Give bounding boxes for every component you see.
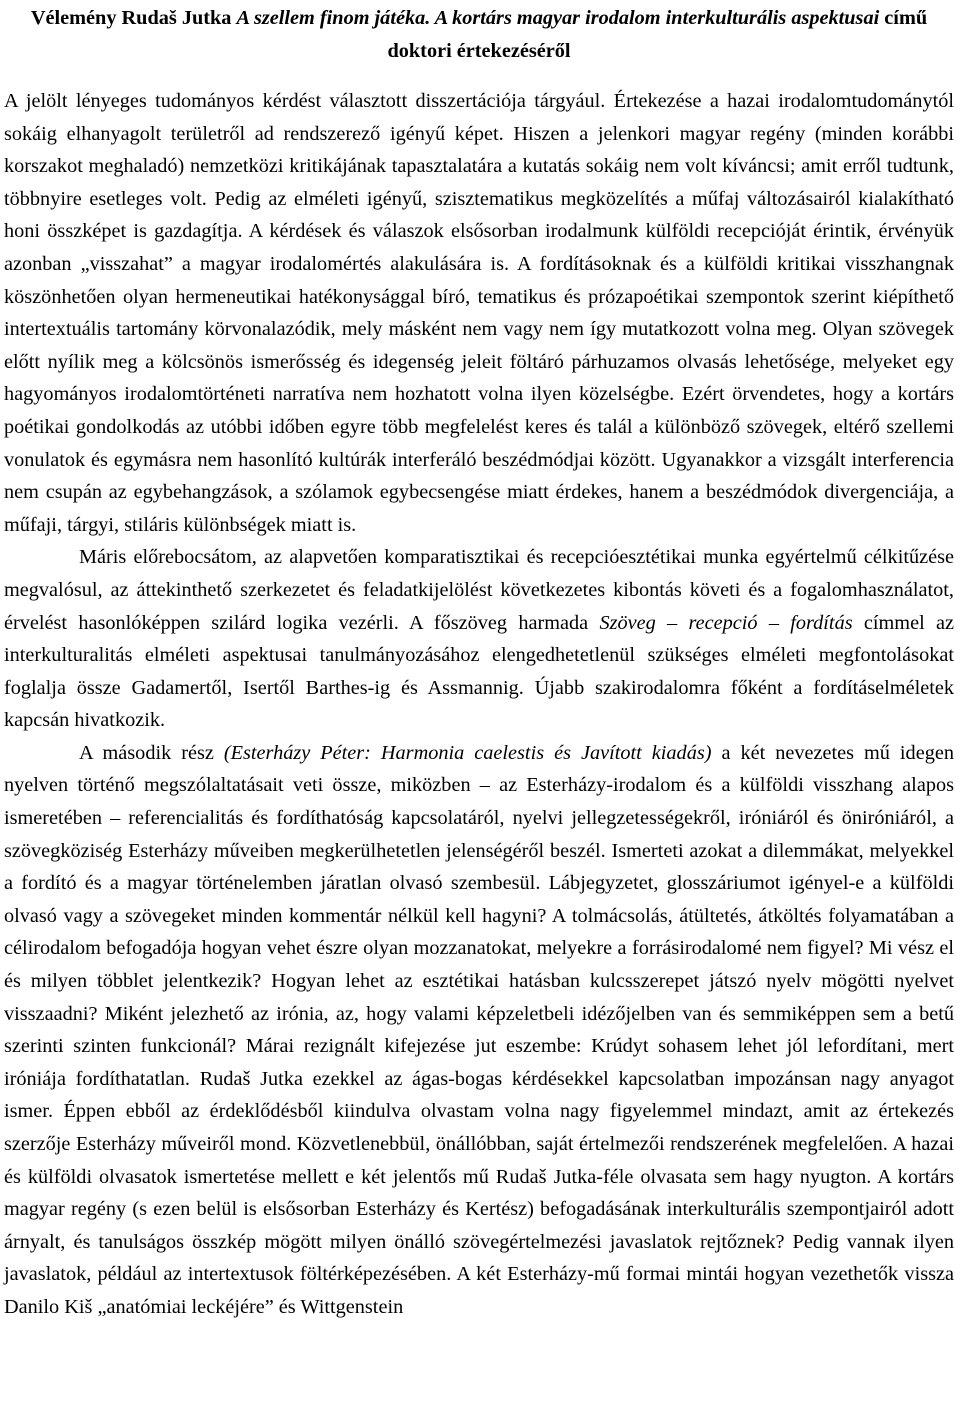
title-spacer [4, 68, 954, 85]
italic-title-reference: (Esterházy Péter: Harmonia caelestis és Javított kiadás) [223, 741, 712, 764]
paragraph [4, 541, 954, 737]
italic-title-reference: Szöveg – recepció – fordítás [599, 611, 853, 634]
paragraph-text: A második rész [79, 741, 224, 764]
paragraph-text: a két nevezetes mű idegen nyelven történő megszólaltatásait veti össze, miközben – az Esterházy-irodalom és a külföldi visszhang alapos ismeretében – referencialitás és fordíthatóság kapcsolatáról, nyelvi jellegzetességekről, iróniáról és öniróniáról, a szövegköziség Esterházy műveiben megkerülhetetlen jelenségéről beszél. Ismerteti azokat a dilemmákat, melyekkel a fordító és a magyar történelemben járatlan olvasó szembesül. Lábjegyzetet, glosszáriumot igényel-e a külföldi olvasó vagy a szövegeket minden kommentár nélkül kell hagyni? A tolmácsolás, átültetés, átköltés folyamatában a célirodalom befogadója hogyan vehet észre olyan mozzanatokat, melyekre a forrásirodalomé nem figyel? Mi vész el és milyen többlet jelentkezik? Hogyan lehet az esztétikai hatásban kulcsszerepet játszó nyelv mögötti nyelvet visszaadni? Miként jelezhető az irónia, az, hogy valami képzeletbeli idézőjelben van és semmiképpen sem a betű szerinti szinten funkcionál? Márai rezignált kifejezése jut eszembe: Krúdyt sohasem lehet jól lefordítani, mert iróniája fordíthatatlan. Rudaš Jutka ezekkel az ágas-bogas kérdésekkel kapcsolatban impozánsan nagy anyagot ismer. Éppen ebből az érdeklődésből kiindulva olvastam volna nagy figyelemmel mindazt, amit az értekezés szerzője Esterházy műveiről mond. Közvetlenebbül, önállóbban, saját értelmezői rendszerének megfelelően. A hazai és külföldi olvasatok ismertetése mellett e két jelentős mű Rudaš Jutka-féle olvasata sem hagy nyugton. A kortárs magyar regény (s ezen belül is elsősorban Esterházy és Kertész) befogadásának interkulturális szempontjairól adott árnyalt, és tanulságos összkép mögött milyen önálló szövegértelmezési javaslatok rejtőznek? Pedig vannak ilyen javaslatok, például az intertextusok föltérképezésében. A két Esterházy-mű formai mintái hogyan vezethetők vissza Danilo Kiš „anatómiai leckéjére” és Wittgenstein [4, 741, 954, 1318]
title-lead: Vélemény Rudaš Jutka [30, 7, 237, 29]
paragraph-text: címmel az interkulturalitás elméleti aspektusai tanulmányozásához elengedhetetlenül szükséges elméleti megfontolásokat foglalja össze Gadamertől, Isertől Barthes-ig és Assmannig. Újabb szakirodalomra főként a fordításelméletek kapcsán hivatkozik. [4, 611, 955, 732]
title-tail: című doktori értekezéséről [387, 7, 928, 62]
paragraph-text: Máris előrebocsátom, az alapvetően komparatisztikai és recepcióesztétikai munka egyértelmű célkitűzése megvalósul, az áttekinthető szerkezetet és feladatkijelölést következetes kibontás követi és a fogalomhasználatot, érvelést hasonlóképpen szilárd logika vezérli. A főszöveg harmada [4, 546, 954, 634]
document-title [4, 2, 954, 68]
title-work: A szellem finom játéka. A kortárs magyar irodalom interkulturális aspektusai [236, 7, 880, 29]
paragraph [4, 85, 954, 541]
paragraph [4, 737, 954, 1324]
paragraph-text: A jelölt lényeges tudományos kérdést választott disszertációja tárgyául. Értekezése a hazai irodalomtudománytól sokáig elhanyagolt területről ad rendszerező igényű képet. Hiszen a jelenkori magyar regény (minden korábbi korszakot meghaladó) nemzetközi kritikájának tapasztalatára a kutatás sokáig nem volt kíváncsi; amit erről tudtunk, többnyire esetleges volt. Pedig az elméleti igényű, szisztematikus megközelítés a műfaj változásairól kialakítható honi összképet is gazdagítja. A kérdések és válaszok elsősorban irodalmunk külföldi recepcióját érintik, érvényük azonban „visszahat” a magyar irodalomértés alakulására is. A fordításoknak és a külföldi kritikai visszhangnak köszönhetően olyan hermeneutikai hatékonysággal bíró, tematikus és prózapoétikai szempontok szerint kiépíthető intertextuális tartomány körvonalazódik, mely másként nem vagy nem így mutatkozott volna meg. Olyan szövegek előtt nyílik meg a kölcsönös ismerősség és idegenség jeleit föltáró párhuzamos olvasás lehetősége, melyeket egy hagyományos irodalomtörténeti narratíva nem hozhatott volna ilyen közelségbe. Ezért örvendetes, hogy a kortárs poétikai gondolkodás az utóbbi időben egyre több megfelelést keres és talál a különböző szövegek, eltérő szellemi vonulatok és egymásra nem hasonlító kultúrák interferáló beszédmódjai között. Ugyanakkor a vizsgált interferencia nem csupán az egybehangzások, a szólamok egybecsengése miatt érdekes, hanem a beszédmódok divergenciája, a műfaji, tárgyi, stiláris különbségek miatt is. [4, 90, 954, 536]
body-text [4, 85, 954, 1324]
